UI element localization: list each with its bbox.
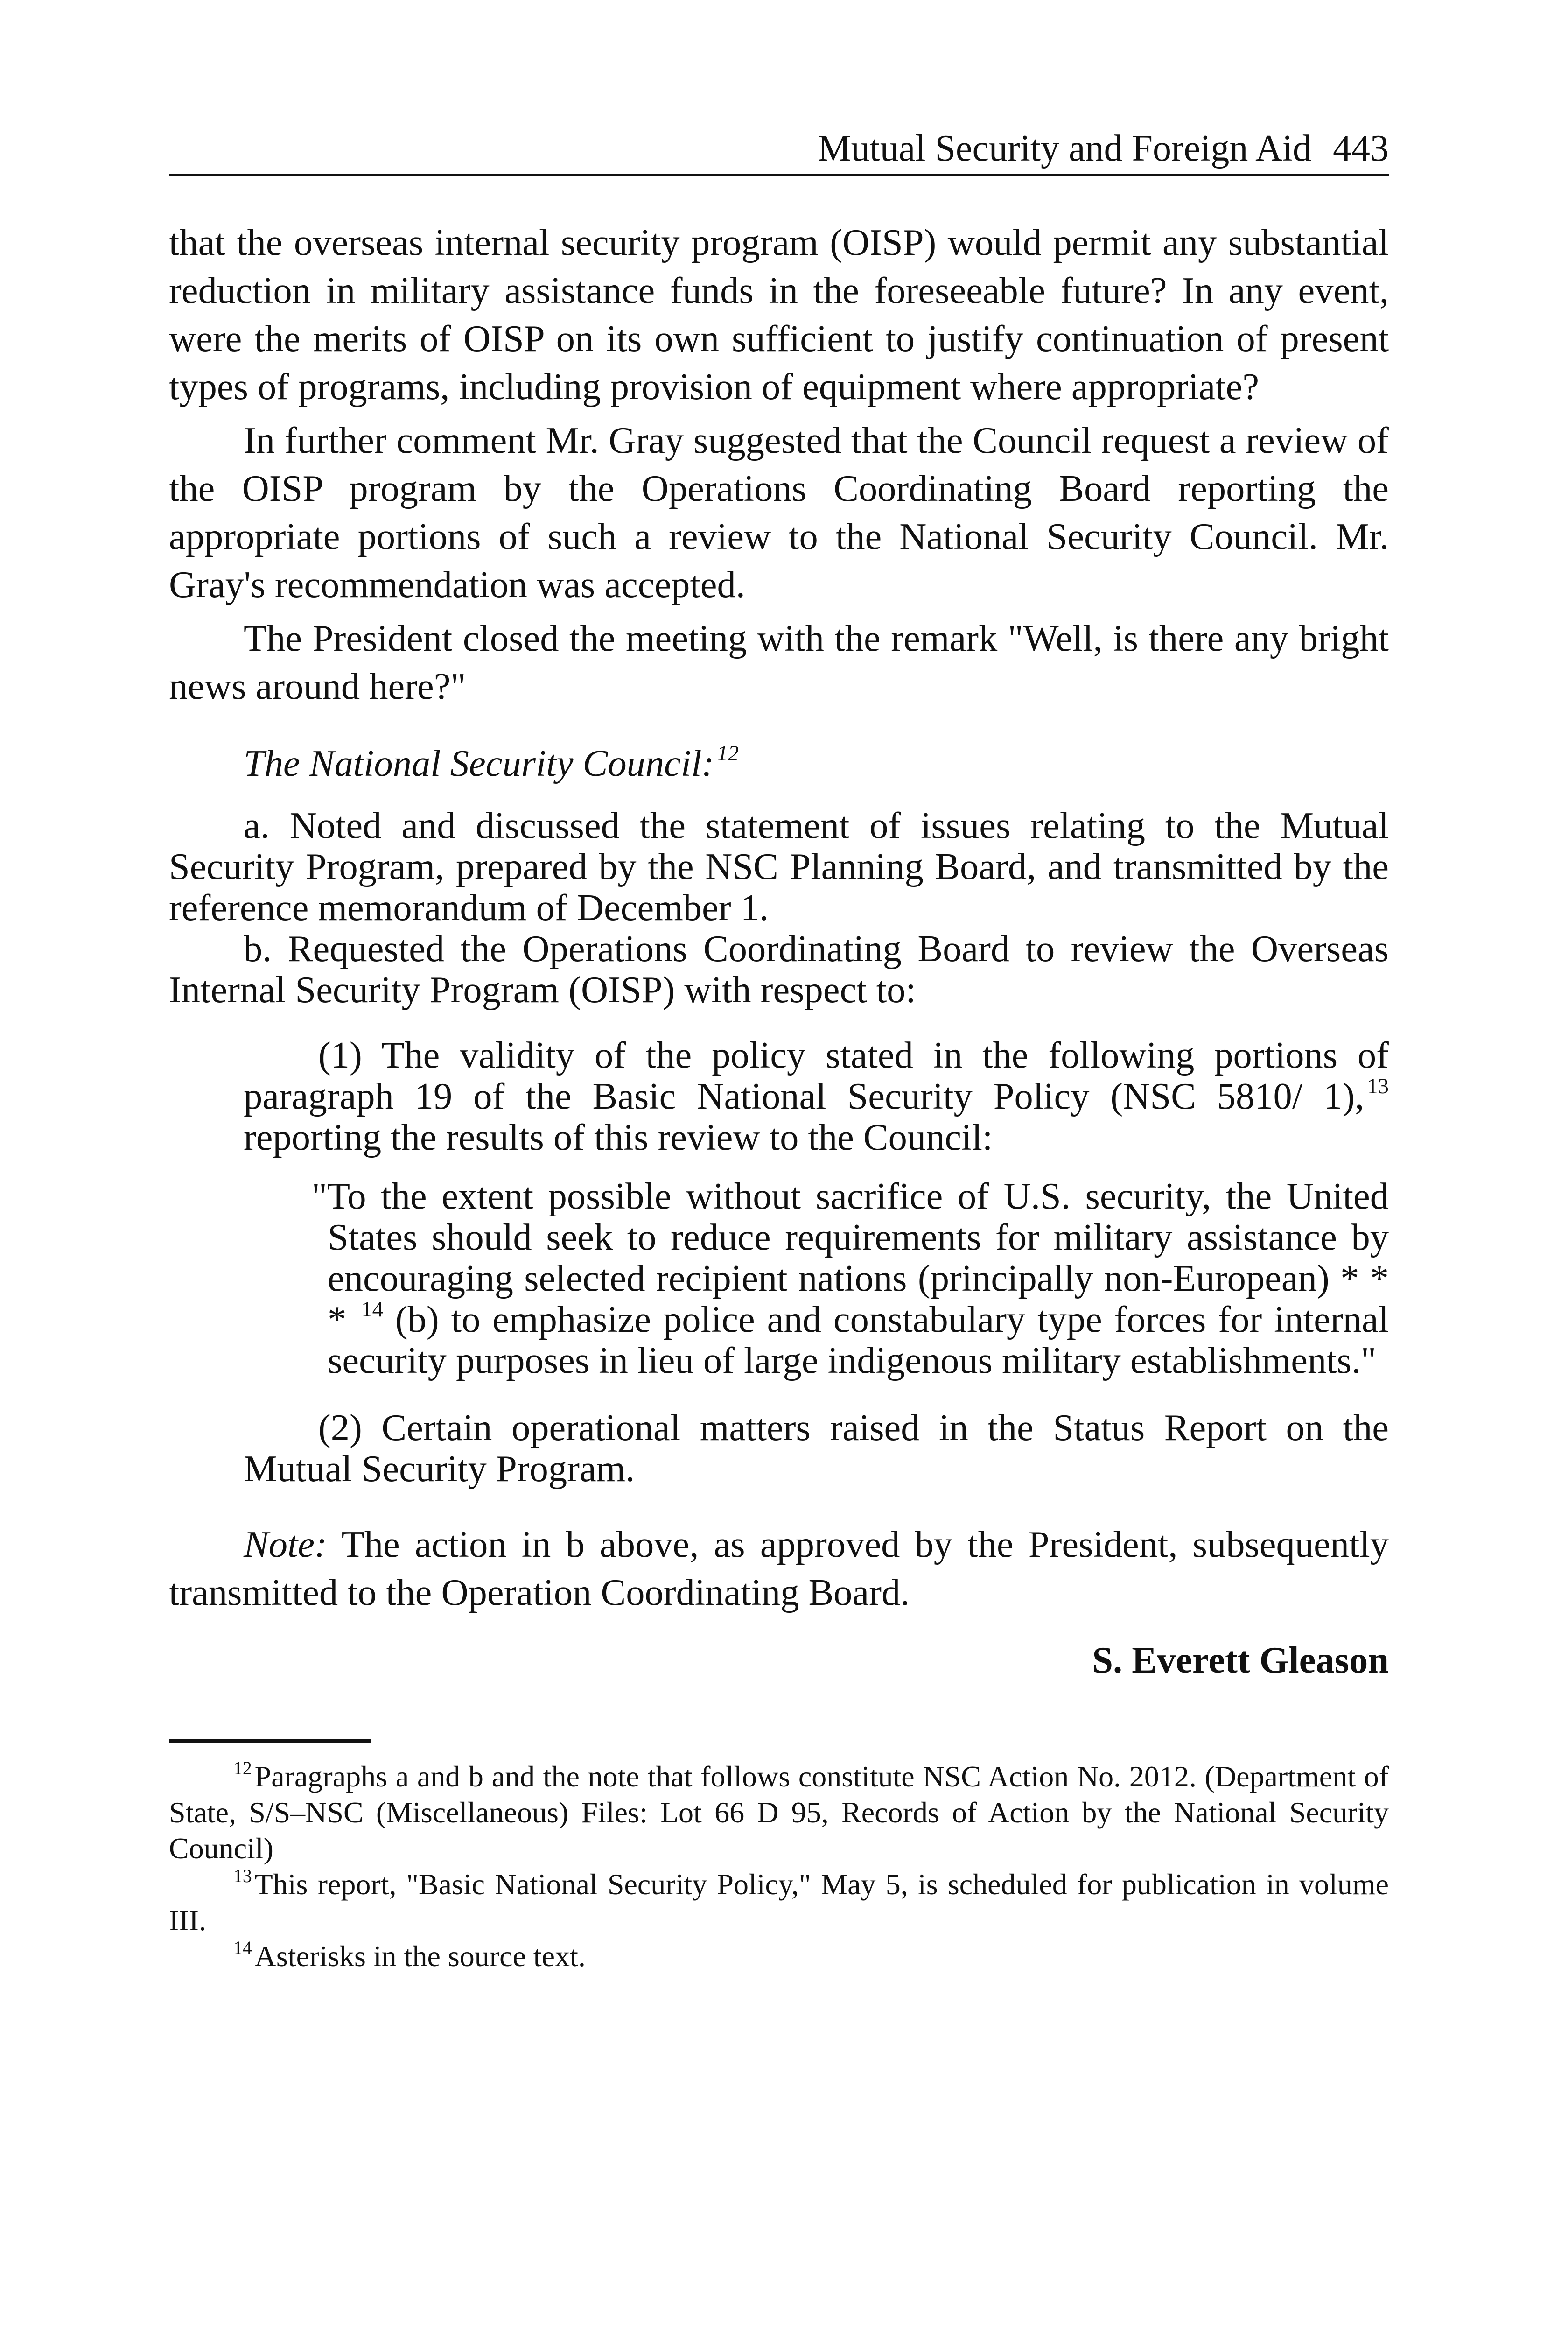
- footnote-ref-13: 13: [1367, 1074, 1389, 1099]
- page-number: 443: [1333, 128, 1389, 169]
- policy-quote: [169, 1176, 1389, 1381]
- footnote-ref-12: 12: [717, 741, 739, 766]
- section-heading-text: The National Security Council:: [244, 743, 714, 784]
- action-item-b: b. Requested the Operations Coordinating Board to review the Overseas Internal Security Program (OISP) with respect to:: [169, 928, 1389, 1011]
- sub-item-1: [244, 1035, 1389, 1158]
- sub-item-1-text-end: reporting the results of this review to the Council:: [244, 1117, 993, 1158]
- paragraph-gray-comment: In further comment Mr. Gray suggested that the Council request a review of the OISP program by the Operations Coordinating Board reporting the appropriate portions of such a review to the National Security Council. Mr. Gray's recommendation was accepted.: [169, 420, 1389, 605]
- action-item-a: a. Noted and discussed the statement of issues relating to the Mutual Security Program, prepared by the NSC Planning Board, and transmitted by the reference memorandum of December 1.: [169, 805, 1389, 928]
- footnote-rule: [169, 1739, 371, 1743]
- header-rule: [169, 174, 1389, 176]
- footnote-text: This report, "Basic National Security Policy," May 5, is scheduled for publication in volume: [254, 1868, 1389, 1901]
- footnote-ref-14: 14: [361, 1297, 383, 1322]
- note-paragraph: [169, 1520, 1389, 1617]
- footnote-number: 12: [233, 1758, 252, 1779]
- footnote-12: [169, 1758, 1389, 1866]
- signature: S. Everett Gleason: [1092, 1639, 1389, 1681]
- running-head-title: Mutual Security and Foreign Aid: [818, 128, 1311, 169]
- volume-number: III: [169, 1904, 199, 1937]
- sub-item-2: (2) Certain operational matters raised in the Status Report on the Mutual Security Program.: [244, 1407, 1389, 1490]
- document-page: [169, 0, 1389, 2334]
- policy-quote-text-end: (b) to emphasize police and constabulary type forces for internal security purposes in lieu of large indigenous military establishments.": [328, 1299, 1389, 1381]
- footnote-number: 13: [233, 1866, 252, 1887]
- footnote-13: [169, 1866, 1389, 1938]
- paragraph-continued: that the overseas internal security program (OISP) would permit any substantial reduction in military assistance funds in the foreseeable future? In any event, were the merits of OISP on its own sufficient to justify continuation of present types of programs, including provision of equipment where appropriate?: [169, 222, 1389, 408]
- document-body: [169, 218, 1389, 1974]
- footnote-end: .: [198, 1904, 206, 1937]
- footnote-text: Asterisks in the source text.: [254, 1940, 586, 1973]
- footnote-number: 14: [233, 1938, 252, 1959]
- footnote-text: Paragraphs a and b and the note that follows constitute NSC Action No. 2012. (Department of State, S/S–NSC (Miscellaneous) Files: Lot 66 D 95, Records of Action by the National Security Council): [169, 1760, 1389, 1865]
- note-label: Note:: [244, 1524, 327, 1565]
- footnote-14: [169, 1938, 1389, 1974]
- paragraph-president-remark: The President closed the meeting with the remark "Well, is there any bright news around here?": [169, 618, 1389, 707]
- running-head: [169, 125, 1389, 172]
- policy-quote-text: "To the extent possible without sacrifice of U.S. security, the United States should seek to reduce requirements for military assistance by encouraging selected recipient nations (principally non-European) * * *: [312, 1175, 1389, 1340]
- section-heading: [169, 739, 1389, 787]
- footnotes: [169, 1758, 1389, 1974]
- sub-item-1-text: (1) The validity of the policy stated in the following portions of paragraph 19 of the Basic National Security Policy (NSC 5810/ 1),: [244, 1034, 1389, 1117]
- note-text: The action in b above, as approved by the President, subsequently transmitted to the Operation Coordinating Board.: [169, 1524, 1389, 1613]
